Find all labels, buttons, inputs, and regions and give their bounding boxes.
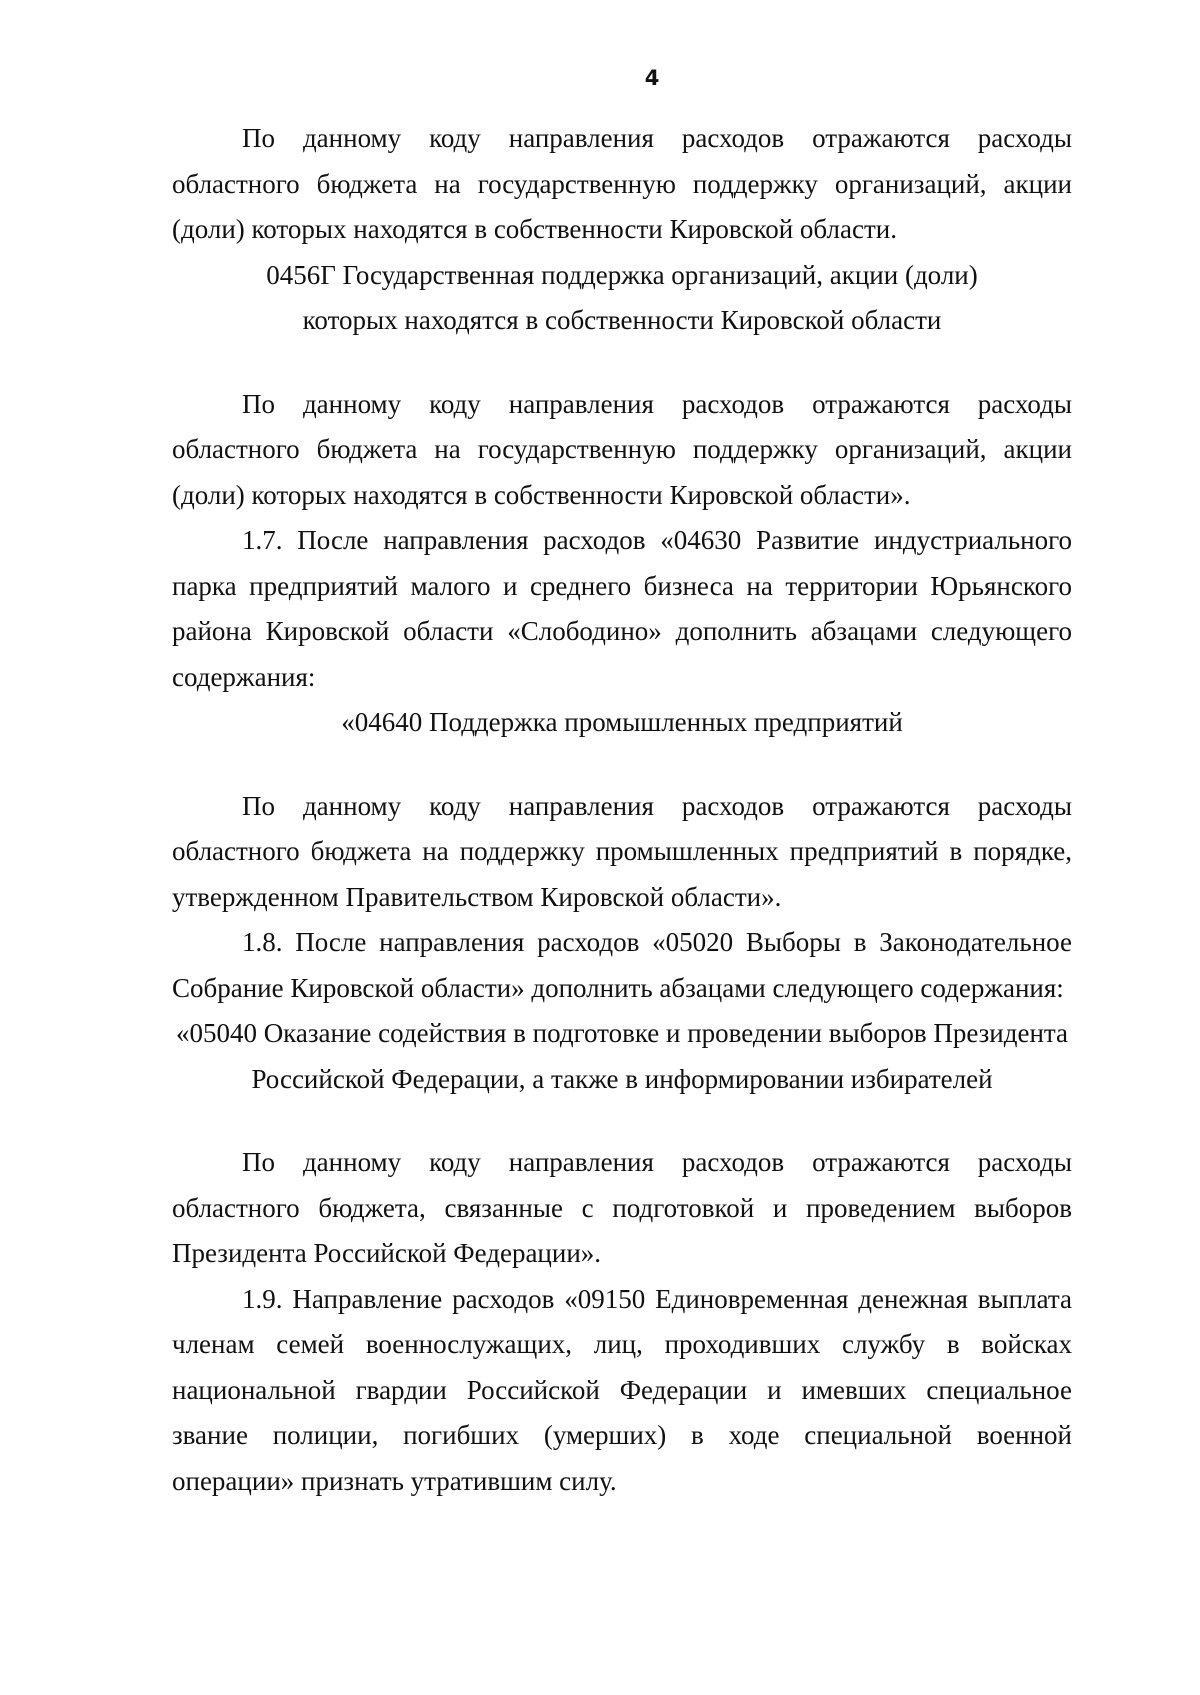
- spacer: [172, 344, 1072, 382]
- heading-05040-line-2: Российской Федерации, а также в информировании избирателей: [251, 1063, 993, 1094]
- heading-05040-line-1: «05040 Оказание содействия в подготовке и проведении выборов Президента: [175, 1018, 1069, 1048]
- paragraph-4: По данному коду направления расходов отражаются расходы областного бюджета на поддержку промышленных предприятий в порядке, утвержденном Правительством Кировской области».: [172, 790, 1072, 912]
- spacer: [172, 746, 1072, 784]
- paragraph-1-9: 1.9. Направление расходов «09150 Единовременная денежная выплата членам семей военнослужащих, лиц, проходивших службу в войсках национальной гвардии Российской Федерации и имевших специальное звание полиции, погибших (умерших) в ходе специальной военной операции» признать утратившим силу.: [172, 1283, 1072, 1496]
- page-number: 4: [644, 66, 660, 90]
- paragraph-1-8: 1.8. После направления расходов «05020 Выборы в Законодательное Собрание Кировской области» дополнить абзацами следующего содержания:: [172, 927, 1072, 1003]
- heading-0456g-line-2: которых находятся в собственности Кировской области: [302, 305, 942, 335]
- paragraph-2: По данному коду направления расходов отражаются расходы областного бюджета на государственную поддержку организаций, акции (доли) которых находятся в собственности Кировской области».: [172, 388, 1072, 510]
- document-body: [172, 116, 1072, 1504]
- heading-0456g-line-1: 0456Г Государственная поддержка организаций, акции (доли): [266, 259, 978, 290]
- paragraph-1-7: 1.7. После направления расходов «04630 Развитие индустриального парка предприятий малого и среднего бизнеса на территории Юрьянского района Кировской области «Слободино» дополнить абзацами следующего содержания:: [172, 525, 1072, 692]
- spacer: [172, 1102, 1072, 1140]
- paragraph-1: По данному коду направления расходов отражаются расходы областного бюджета на государственную поддержку организаций, акции (доли) которых находятся в собственности Кировской области.: [172, 123, 1072, 244]
- heading-04640: «04640 Поддержка промышленных предприятий: [341, 707, 903, 737]
- paragraph-6: По данному коду направления расходов отражаются расходы областного бюджета, связанные с подготовкой и проведением выборов Президента Российской Федерации».: [172, 1147, 1072, 1268]
